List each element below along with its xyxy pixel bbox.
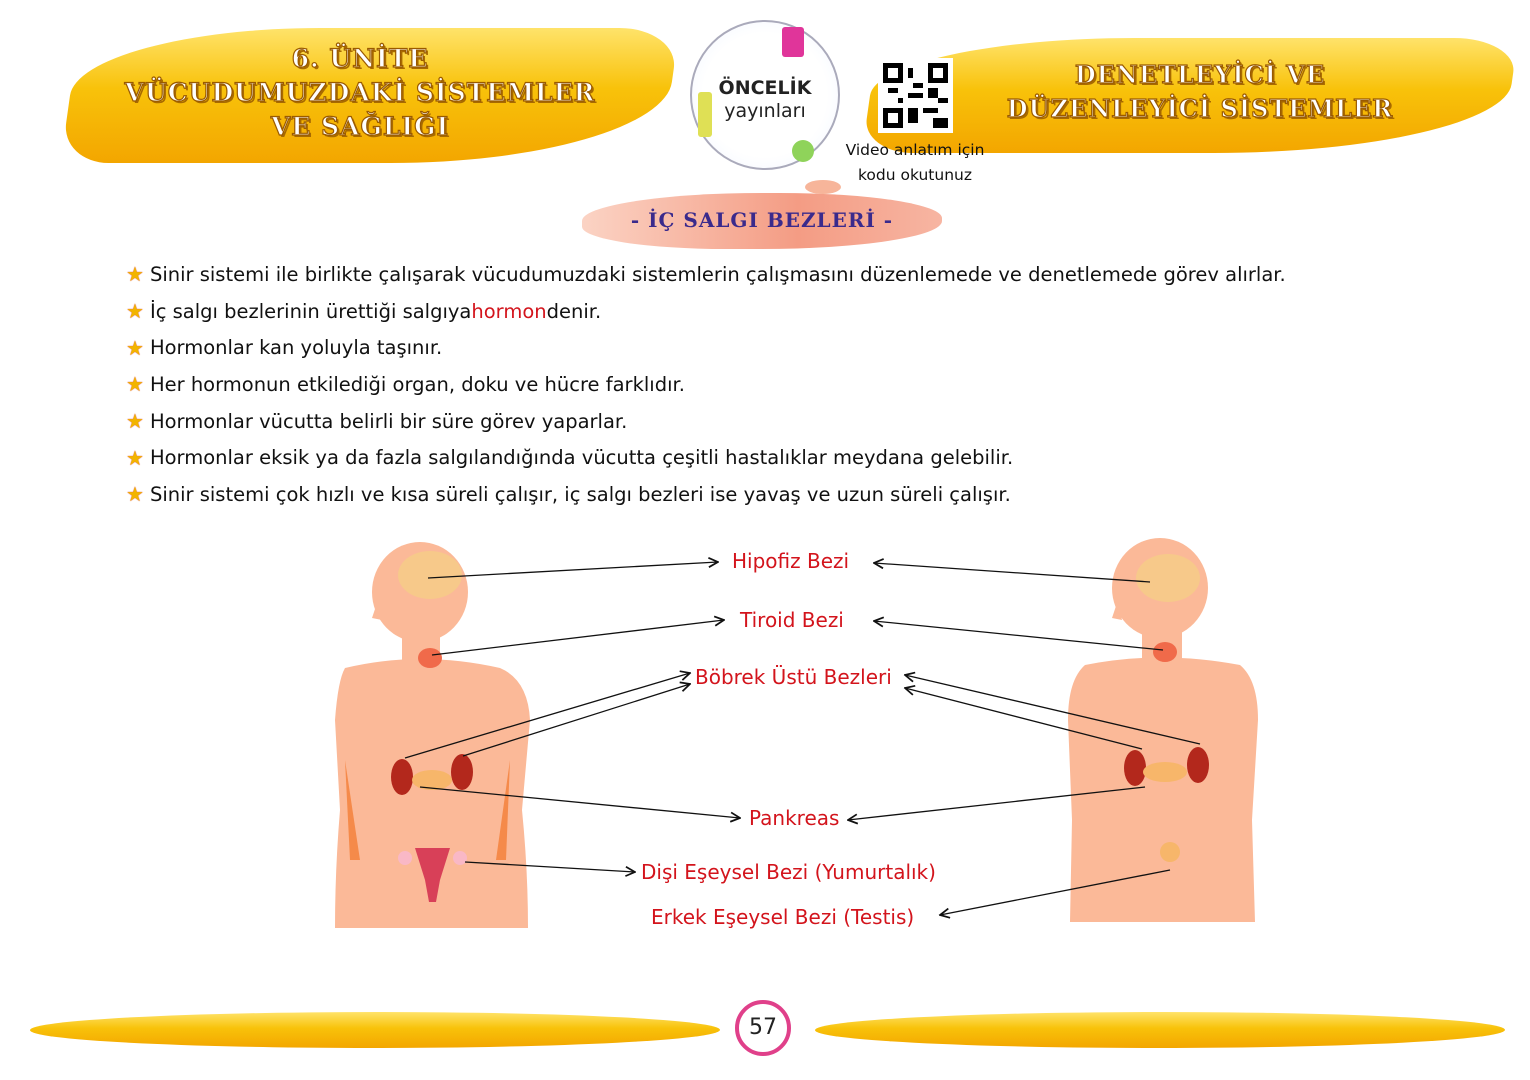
section-title: - İÇ SALGI BEZLERİ - (630, 208, 894, 232)
bullet-text: Hormonlar kan yoluyla taşınır. (149, 336, 443, 360)
kidney-icon (1187, 747, 1209, 783)
unit-name-line2: VE SAĞLIĞI (270, 112, 450, 141)
logo-name: ÖNCELİK (718, 77, 812, 99)
bullet-text: Sinir sistemi ile birlikte çalışarak vücudumuzdaki sistemlerin çalışmasını düzenlemede ve denetlemede görev alırlar. (149, 262, 1286, 286)
unit-name-line1: VÜCUDUMUZDAKİ SİSTEMLER (124, 78, 596, 107)
footer-brush-left (27, 1012, 722, 1048)
kidney-icon (391, 759, 413, 795)
label-pankreas: Pankreas (749, 806, 840, 830)
pancreas-icon (412, 770, 452, 790)
star-icon: ★ (126, 299, 144, 324)
pancreas-icon (1143, 762, 1187, 782)
page-number-badge (735, 1000, 791, 1056)
bullet-text: İç salgı bezlerinin ürettiği salgıya (149, 299, 472, 323)
bullet-text-end: denir. (546, 299, 602, 323)
keyword-hormon: hormon (471, 299, 547, 323)
kidney-icon (451, 754, 473, 790)
star-icon: ★ (126, 445, 144, 470)
label-disi-eseysel: Dişi Eşeysel Bezi (Yumurtalık) (641, 860, 936, 884)
star-icon: ★ (126, 262, 144, 287)
bullet-text: Hormonlar vücutta belirli bir süre görev yaparlar. (149, 409, 628, 433)
star-icon: ★ (126, 482, 144, 507)
label-erkek-eseysel: Erkek Eşeysel Bezi (Testis) (651, 905, 915, 929)
bullet-text: Her hormonun etkilediği organ, doku ve hücre farklıdır. (149, 372, 685, 396)
topic-line1: DENETLEYİCİ VE (1074, 60, 1326, 89)
testis-icon (1160, 842, 1180, 862)
star-icon: ★ (126, 372, 144, 397)
footer-brush-right (812, 1012, 1507, 1048)
brain-icon (1136, 554, 1200, 602)
page-number: 57 (749, 1015, 777, 1040)
thyroid-icon (418, 648, 442, 668)
ovary-icon (398, 851, 412, 865)
topic-line2: DÜZENLEYİCİ SİSTEMLER (1006, 94, 1394, 123)
qr-caption-line2: kodu okutunuz (858, 166, 972, 184)
label-tiroid: Tiroid Bezi (740, 608, 844, 632)
bullet-text: Sinir sistemi çok hızlı ve kısa süreli çalışır, iç salgı bezleri ise yavaş ve uzun süreli çalışır. (149, 482, 1011, 506)
star-icon: ★ (126, 335, 144, 360)
label-bobrek-ustu: Böbrek Üstü Bezleri (695, 665, 892, 689)
brain-icon (398, 551, 462, 599)
label-hipofiz: Hipofiz Bezi (732, 549, 850, 573)
bullet-text: Hormonlar eksik ya da fazla salgılandığında vücutta çeşitli hastalıklar meydana gelebilir. (149, 446, 1014, 470)
unit-number: 6. ÜNİTE (291, 44, 429, 73)
ovary-icon (453, 851, 467, 865)
thyroid-icon (1153, 642, 1177, 662)
kidney-icon (1124, 750, 1146, 786)
qr-caption-line1: Video anlatım için (845, 141, 985, 159)
star-icon: ★ (126, 409, 144, 434)
logo-subtitle: yayınları (724, 100, 806, 122)
